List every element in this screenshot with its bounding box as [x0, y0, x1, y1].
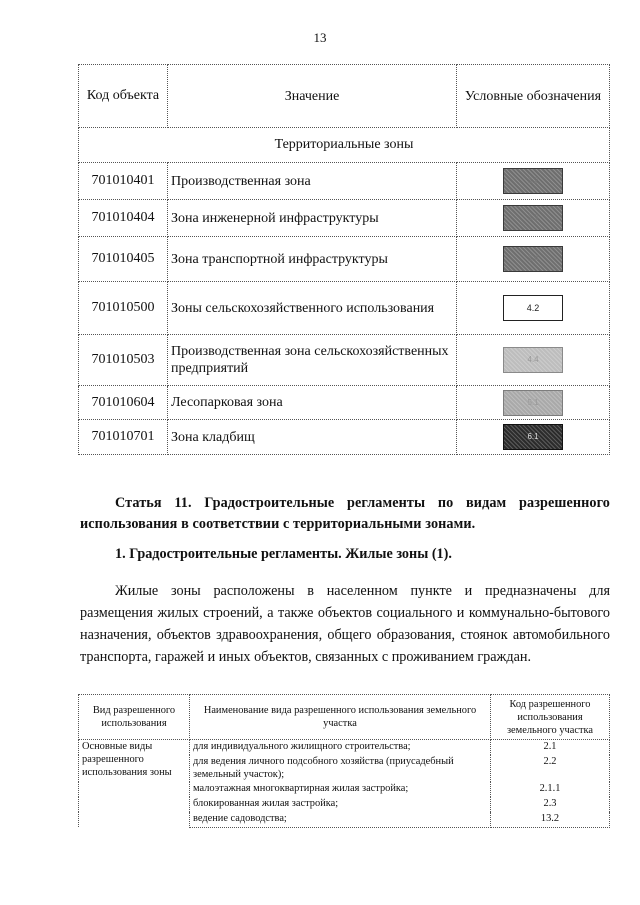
table-row [79, 335, 610, 386]
header-value: Значение [168, 65, 457, 128]
zone-swatch: 3.2 [503, 168, 563, 194]
row-value: Производственная зона сельскохозяйственных предприятий [168, 335, 457, 386]
use-name: для ведения личного подсобного хозяйства (приусадебный земельный участок); [190, 755, 491, 783]
header-use-name: Наименование вида разрешенного использования земельного участка [190, 695, 491, 740]
use-name: для индивидуального жилищного строительства; [190, 740, 491, 755]
header-use-type: Вид разрешенного использования [79, 695, 190, 740]
table-row [79, 282, 610, 335]
use-name: ведение садоводства; [190, 812, 491, 827]
use-name: малоэтажная многоквартирная жилая застройка; [190, 782, 491, 797]
row-symbol [457, 335, 610, 386]
body-paragraph: Жилые зоны расположены в населенном пункте и предназначены для размещения жилых строений, а также объектов социального и коммунально-бытового назначения, объектов здравоохранения, общего образования, стоянок автомобильного транспорта, гаражей и иных объектов, связанных с проживанием граждан. [80, 583, 610, 665]
regulations-table [78, 694, 610, 828]
section-title: Территориальные зоны [79, 128, 610, 163]
use-code: 2.1 [491, 740, 610, 755]
row-value: Зона транспортной инфраструктуры [168, 237, 457, 282]
table-row [79, 237, 610, 282]
article-heading: Статья 11. Градостроительные регламенты по видам разрешенного использования в соответствии с территориальными зонами. [80, 495, 610, 532]
group-label: Основные виды разрешенного использования зоны [79, 740, 190, 828]
zone-swatch: 4.2 [503, 295, 563, 321]
row-value: Лесопарковая зона [168, 386, 457, 420]
legend-section-row [79, 128, 610, 163]
row-symbol [457, 237, 610, 282]
row-value: Зона кладбищ [168, 420, 457, 455]
header-code: Код объекта [79, 65, 168, 128]
header-symbol: Условные обозначения [457, 65, 610, 128]
row-symbol [457, 386, 610, 420]
section-heading: 1. Градостроительные регламенты. Жилые зоны (1). [115, 546, 452, 562]
use-name: блокированная жилая застройка; [190, 797, 491, 812]
zone-swatch: 4.4 [503, 347, 563, 373]
table-row [79, 163, 610, 200]
legend-header-row [79, 65, 610, 128]
row-code: 701010405 [79, 237, 168, 282]
zone-swatch: 5.1 [503, 390, 563, 416]
table-row [79, 420, 610, 455]
row-symbol [457, 200, 610, 237]
legend-table [78, 64, 610, 455]
zone-swatch: 3.3 [503, 205, 563, 231]
table-row [79, 200, 610, 237]
row-code: 701010404 [79, 200, 168, 237]
zone-swatch: 3.4 [503, 246, 563, 272]
row-value: Производственная зона [168, 163, 457, 200]
use-code: 2.2 [491, 755, 610, 783]
use-code: 13.2 [491, 812, 610, 827]
row-code: 701010701 [79, 420, 168, 455]
use-code: 2.3 [491, 797, 610, 812]
page-number: 13 [313, 30, 327, 45]
row-code: 701010503 [79, 335, 168, 386]
table-row [79, 740, 610, 755]
row-symbol [457, 163, 610, 200]
row-code: 701010401 [79, 163, 168, 200]
header-use-code: Код разрешенного использования земельного участка [491, 695, 610, 740]
use-code: 2.1.1 [491, 782, 610, 797]
row-value: Зоны сельскохозяйственного использования [168, 282, 457, 335]
row-code: 701010604 [79, 386, 168, 420]
row-symbol [457, 282, 610, 335]
table-row [79, 386, 610, 420]
reg-header-row [79, 695, 610, 740]
row-symbol [457, 420, 610, 455]
row-value: Зона инженерной инфраструктуры [168, 200, 457, 237]
zone-swatch: 6.1 [503, 424, 563, 450]
row-code: 701010500 [79, 282, 168, 335]
